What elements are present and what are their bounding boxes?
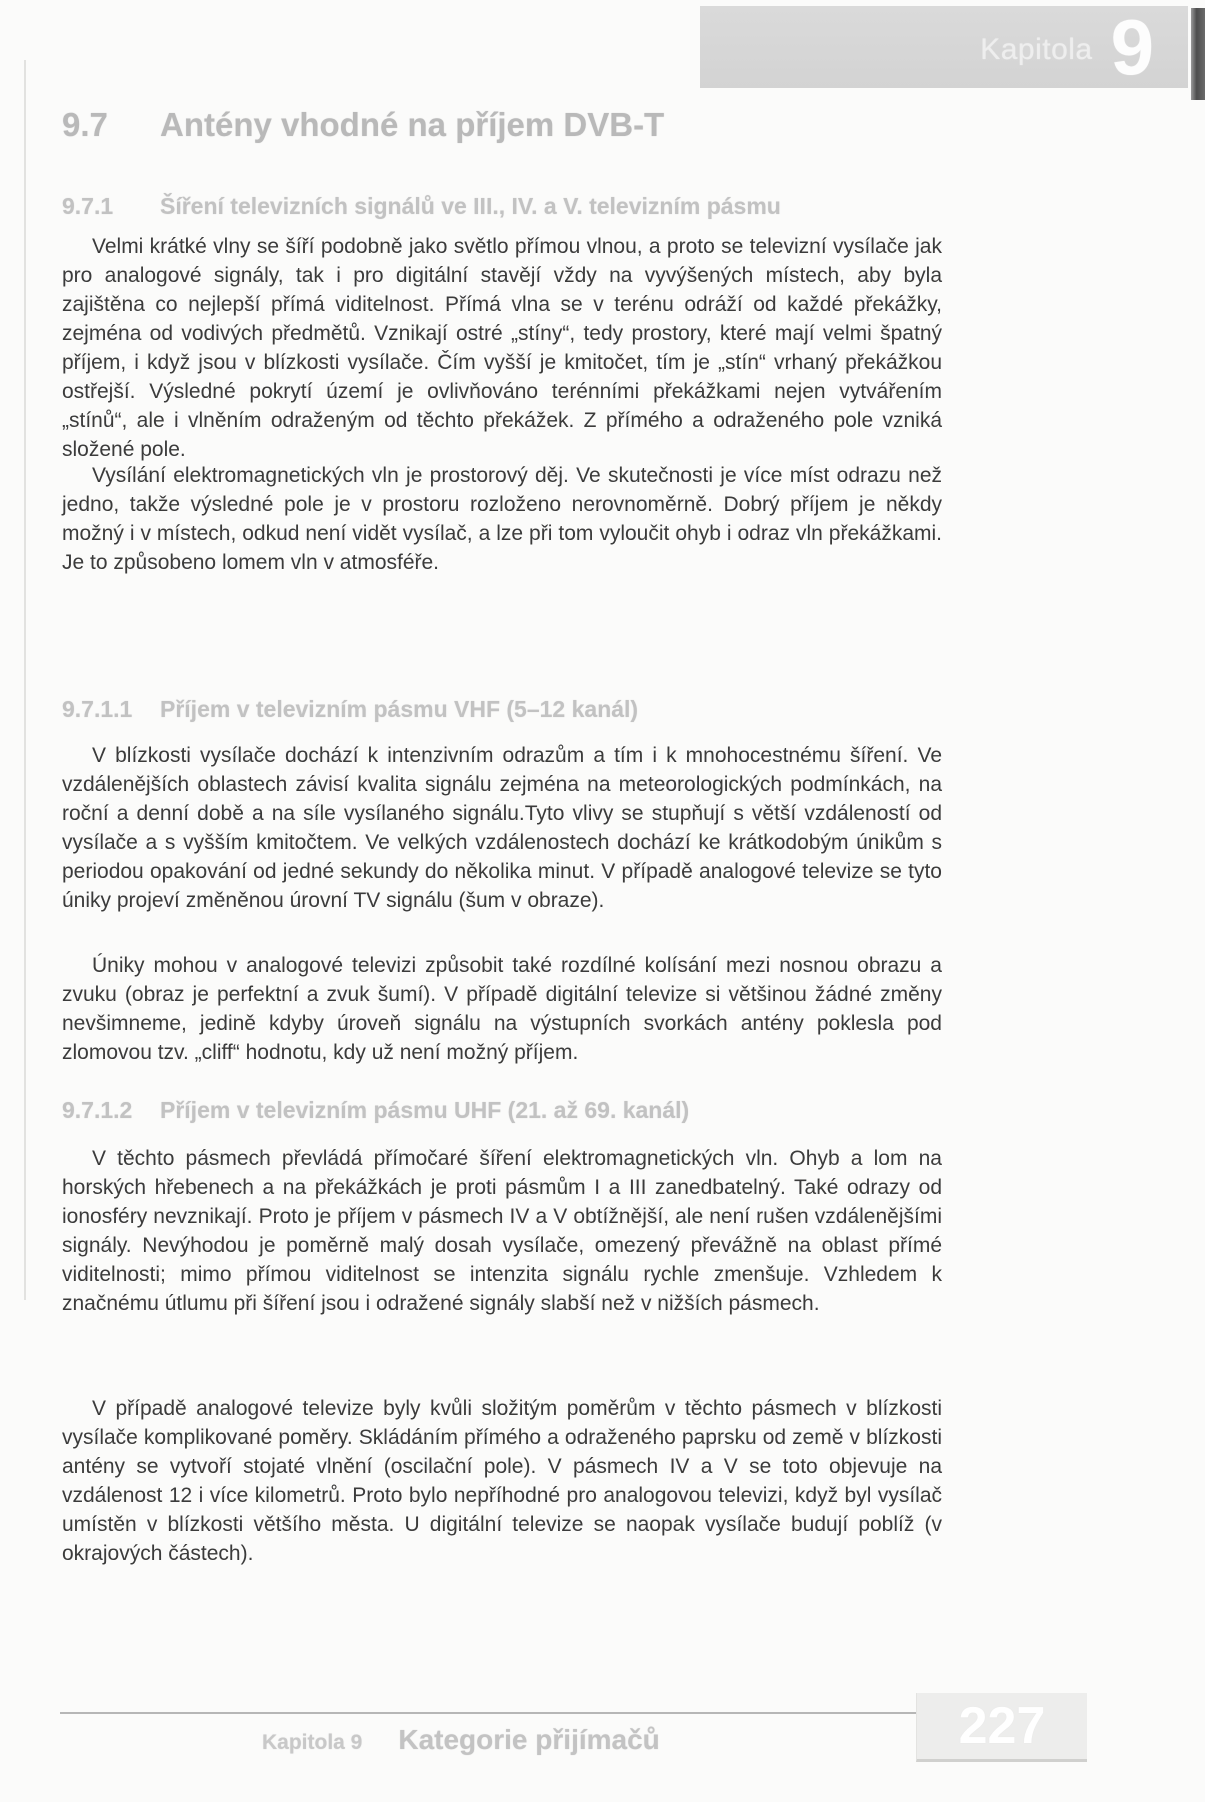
footer-chapter-label: Kapitola 9 bbox=[262, 1731, 363, 1754]
chapter-label: Kapitola bbox=[980, 33, 1093, 66]
page-number-box bbox=[916, 1693, 1087, 1762]
footer-section-label: Kategorie přijímačů bbox=[398, 1724, 660, 1755]
section-title: Antény vhodné na příjem DVB-T bbox=[160, 106, 665, 143]
subsubsection-heading-uhf bbox=[62, 1097, 1002, 1124]
footer bbox=[262, 1724, 660, 1756]
page-edge-shadow bbox=[1191, 8, 1205, 100]
body-paragraph: V případě analogové televize byly kvůli složitým poměrům v těchto pásmech v blízkosti vysílače komplikované poměry. Skládáním přímého a odraženého paprsku od země v blízkosti antény se vytvoří stojaté vlnění (oscilační pole). V pásmech IV a V se toto objevuje na vzdálenost 12 i více kilometrů. Proto bylo nepříhodné pro analogovou televizi, když byl vysílač umístěn v blízkosti většího města. U digitální televize se naopak vysílače budují poblíž (v okrajových částech). bbox=[62, 1397, 942, 1565]
chapter-header-tab bbox=[700, 3, 1188, 91]
subsubsection-heading-vhf bbox=[62, 696, 1002, 723]
subsubsection-number: 9.7.1.2 bbox=[62, 1097, 133, 1123]
footer-rule bbox=[60, 1712, 916, 1714]
chapter-number: 9 bbox=[1110, 3, 1154, 91]
body-paragraph: V blízkosti vysílače dochází k intenzivním odrazům a tím i k mnohocestnému šíření. Ve vzdálenějších oblastech závisí kvalita signálu zejména na meteorologických podmínkách, na roční a denní době a na síle vysílaného signálu.Tyto vlivy se stupňují s větší vzdáleností od vysílače a s vyšším kmitočtem. Ve velkých vzdálenostech dochází ke krátkodobým únikům s periodou opakování od jedné sekundy do několika minut. V případě analogové televize se tyto úniky projeví změněnou úrovní TV signálu (šum v obraze). bbox=[62, 744, 942, 912]
subsubsection-number: 9.7.1.1 bbox=[62, 696, 133, 722]
section-heading bbox=[62, 106, 962, 144]
scan-gutter-line bbox=[24, 60, 26, 1300]
body-paragraph: V těchto pásmech převládá přímočaré šíření elektromagnetických vln. Ohyb a lom na horských hřebenech a na překážkách je proti pásmům I a III zanedbatelný. Také odrazy od ionosféry nevznikají. Proto je příjem v pásmech IV a V obtížnější, ale není rušen vzdálenějšími signály. Nevýhodou je poměrně malý dosah vysílače, omezený převážně na oblast přímé viditelnosti; mimo přímou viditelnost se intenzita signálu rychle zmenšuje. Vzhledem k značnému útlumu při šíření jsou i odražené signály slabší než v nižších pásmech. bbox=[62, 1147, 942, 1315]
subsubsection-title: Příjem v televizním pásmu UHF (21. až 69. kanál) bbox=[160, 1097, 690, 1123]
body-paragraph: Vysílání elektromagnetických vln je prostorový děj. Ve skutečnosti je více míst odrazu než jedno, takže výsledné pole je v prostoru rozloženo nerovnoměrně. Dobrý příjem je někdy možný i v místech, odkud není vidět vysílač, a lze při tom vyloučit ohyb i odraz vln překážkami. Je to způsobeno lomem vln v atmosféře. bbox=[62, 464, 942, 574]
body-paragraph: Úniky mohou v analogové televizi způsobit také rozdílné kolísání mezi nosnou obrazu a zvuku (obraz je perfektní a zvuk šumí). V případě digitální televize si většinou žádné změny nevšimneme, jedině kdyby úroveň signálu na výstupních svorkách antény poklesla pod zlomovou tzv. „cliff“ hodnotu, kdy už není možný příjem. bbox=[62, 954, 942, 1064]
section-number: 9.7 bbox=[62, 106, 108, 143]
page-number: 227 bbox=[958, 1697, 1046, 1755]
subsubsection-title: Příjem v televizním pásmu VHF (5–12 kanál) bbox=[160, 696, 639, 722]
subsection-heading bbox=[62, 193, 1002, 220]
body-paragraph: Velmi krátké vlny se šíří podobně jako světlo přímou vlnou, a proto se televizní vysílače jak pro analogové signály, tak i pro digitální stavějí vždy na vyvýšených místech, aby byla zajištěna co nejlepší přímá viditelnost. Přímá vlna se v terénu odráží od každé překážky, zejména od vodivých předmětů. Vznikají ostré „stíny“, tedy prostory, které mají velmi špatný příjem, i když jsou v blízkosti vysílače. Čím vyšší je kmitočet, tím je „stín“ vrhaný překážkou ostřejší. Výsledné pokrytí území je ovlivňováno terénními překážkami nejen vytvářením „stínů“, ale i vlněním odraženým od těchto překážek. Z přímého a odraženého pole vzniká složené pole. bbox=[62, 235, 942, 461]
subsection-number: 9.7.1 bbox=[62, 193, 114, 219]
subsection-title: Šíření televizních signálů ve III., IV. a V. televizním pásmu bbox=[160, 193, 781, 219]
